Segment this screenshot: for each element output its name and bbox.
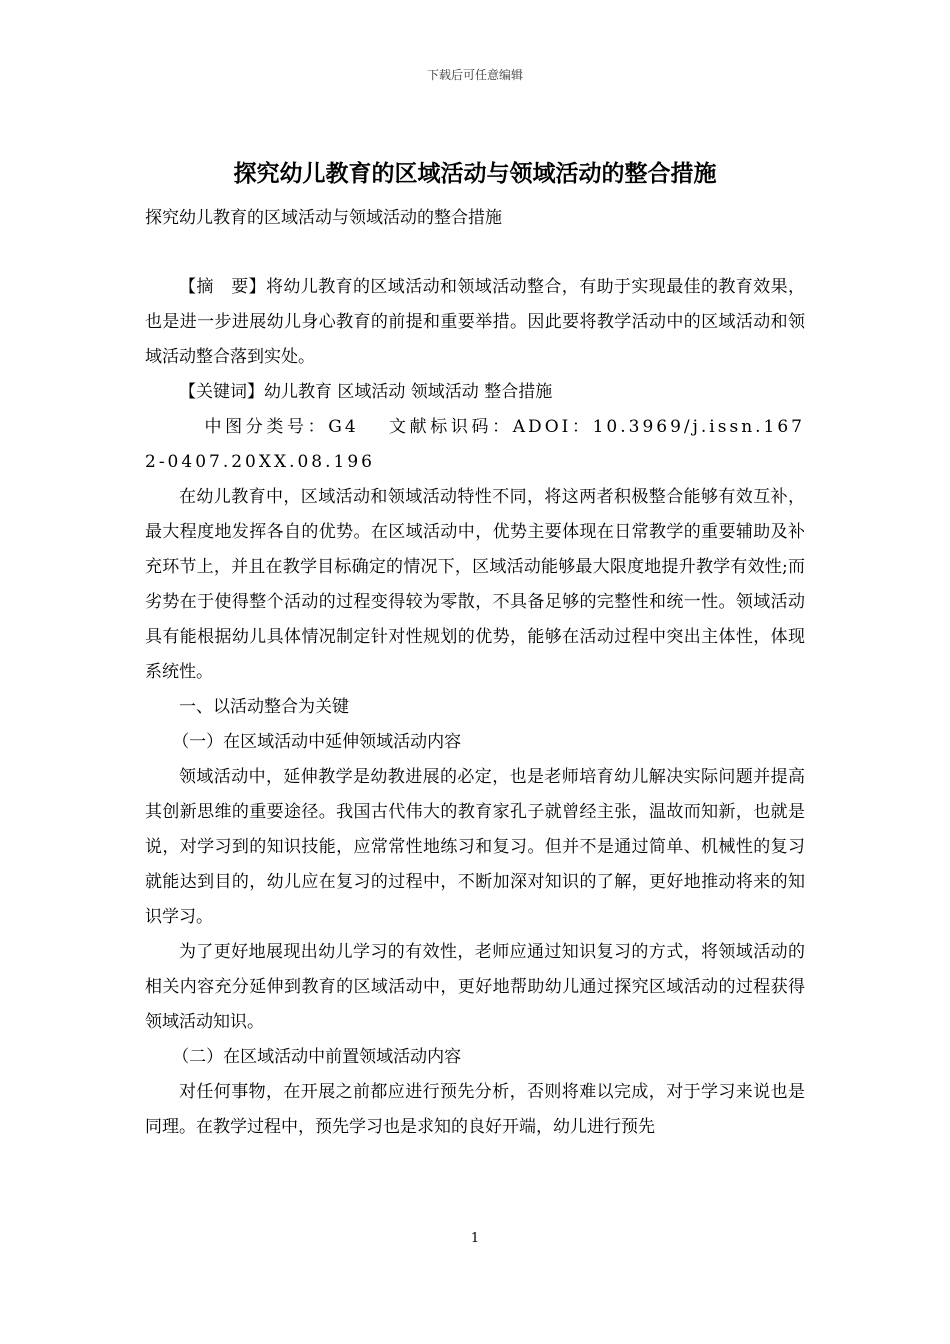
page-header: 下载后可任意编辑 bbox=[426, 68, 523, 82]
subsection-heading: （一）在区域活动中延伸领域活动内容 bbox=[172, 732, 462, 752]
body-paragraph: 在幼儿教育中，区域活动和领域活动特性不同，将这两者积极整合能够有效互补，最大程度地发挥各自的优势。在区域活动中，优势主要体现在日常教学的重要辅助及补充环节上，并且在教学目标确定的情况下，区域活动能够最大限度地提升教学有效性;而劣势在于使得整个活动的过程变得较为零散，不具备足够的完整性和统一性。领域活动具有能根据幼儿具体情况制定针对性规划的优势，能够在活动过程中突出主体性，体现系统性。 bbox=[145, 487, 805, 682]
body-paragraph: 为了更好地展现出幼儿学习的有效性，老师应通过知识复习的方式，将领域活动的相关内容充分延伸到教育的区域活动中，更好地帮助幼儿通过探究区域活动的过程获得领域活动知识。 bbox=[145, 942, 805, 1032]
body-paragraph: 领域活动中，延伸教学是幼教进展的必定，也是老师培育幼儿解决实际问题并提高其创新思维的重要途径。我国古代伟大的教育家孔子就曾经主张，温故而知新，也就是说，对学习到的知识技能，应常常性地练习和复习。但并不是通过简单、机械性的复习就能达到目的，幼儿应在复习的过程中，不断加深对知识的了解，更好地推动将来的知识学习。 bbox=[145, 767, 805, 927]
abstract-paragraph: 【摘 要】将幼儿教育的区域活动和领域活动整合，有助于实现最佳的教育效果，也是进一步进展幼儿身心教育的前提和重要举措。因此要将教学活动中的区域活动和领域活动整合落到实处。 bbox=[145, 277, 805, 367]
keywords-line: 【关键词】幼儿教育 区域活动 领域活动 整合措施 bbox=[179, 382, 553, 402]
document-subtitle: 探究幼儿教育的区域活动与领域活动的整合措施 bbox=[145, 208, 502, 228]
document-body bbox=[145, 270, 805, 1145]
document-title: 探究幼儿教育的区域活动与领域活动的整合措施 bbox=[233, 160, 717, 187]
subsection-heading: （二）在区域活动中前置领域活动内容 bbox=[172, 1047, 462, 1067]
body-paragraph: 对任何事物，在开展之前都应进行预先分析，否则将难以完成，对于学习来说也是同理。在教学过程中，预先学习也是求知的良好开端，幼儿进行预先 bbox=[145, 1082, 805, 1137]
section-heading: 一、以活动整合为关键 bbox=[179, 697, 349, 717]
page-number: 1 bbox=[470, 1231, 480, 1246]
classification-line: 中图分类号：G4 文献标识码：ADOI：10.3969/j.issn.1672-0407.20XX.08.196 bbox=[145, 417, 805, 472]
